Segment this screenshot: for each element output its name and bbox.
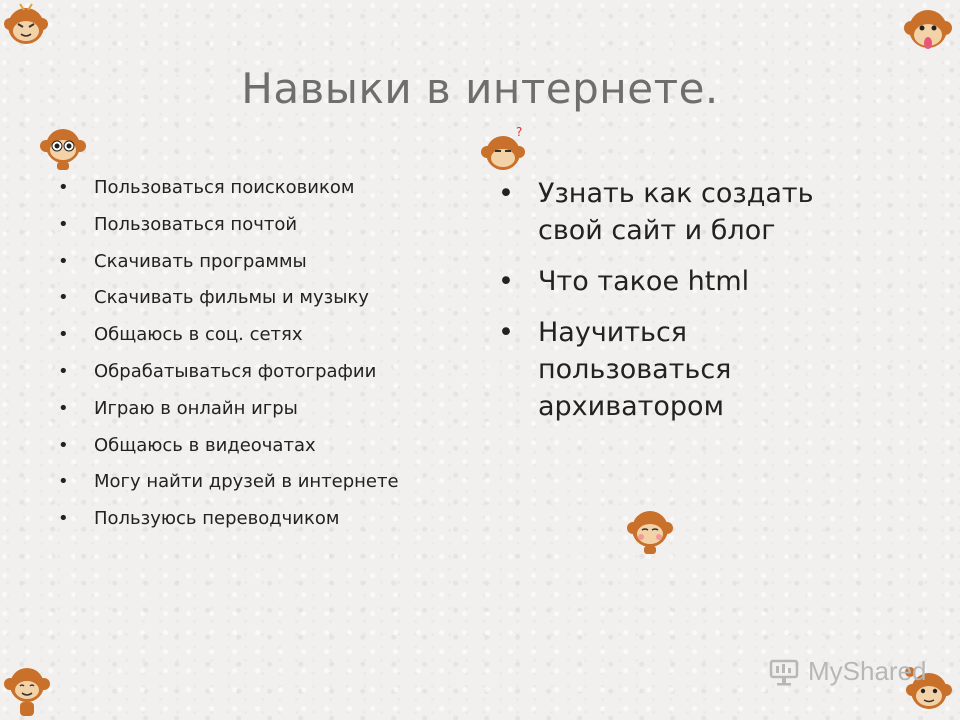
monkey-bigeyes-icon [38, 126, 88, 170]
goals-list [498, 175, 858, 439]
monkey-tongue-icon [900, 2, 956, 58]
list-item: • Скачивать фильмы и музыку [58, 287, 478, 309]
skills-list [58, 177, 478, 545]
list-item: • Играю в онлайн игры [58, 398, 478, 420]
list-item: • Общаюсь в соц. сетях [58, 324, 478, 346]
svg-text:?: ? [516, 125, 523, 139]
list-item: • Скачивать программы [58, 251, 478, 273]
list-item: • Пользуюсь переводчиком [58, 508, 478, 530]
list-item: • Что такое html [498, 263, 858, 300]
monkey-question-icon [478, 124, 530, 176]
monkey-happy-icon [2, 662, 52, 718]
presentation-icon [768, 657, 802, 687]
monkey-sticker-icon [0, 0, 52, 52]
list-item: • Обрабатываться фотографии [58, 361, 478, 383]
list-item: • Общаюсь в видеочатах [58, 435, 478, 457]
list-item: • Пользоваться почтой [58, 214, 478, 236]
list-item: • Научиться пользоваться архиватором [498, 314, 858, 425]
slide-title: Навыки в интернете. [241, 64, 719, 113]
list-item: • Могу найти друзей в интернете [58, 471, 478, 493]
myshared-watermark [768, 656, 927, 687]
watermark-text: MyShared [808, 656, 927, 686]
list-item: • Пользоваться поисковиком [58, 177, 478, 199]
monkey-shy-icon [624, 504, 676, 556]
list-item: • Узнать как создать свой сайт и блог [498, 175, 858, 249]
